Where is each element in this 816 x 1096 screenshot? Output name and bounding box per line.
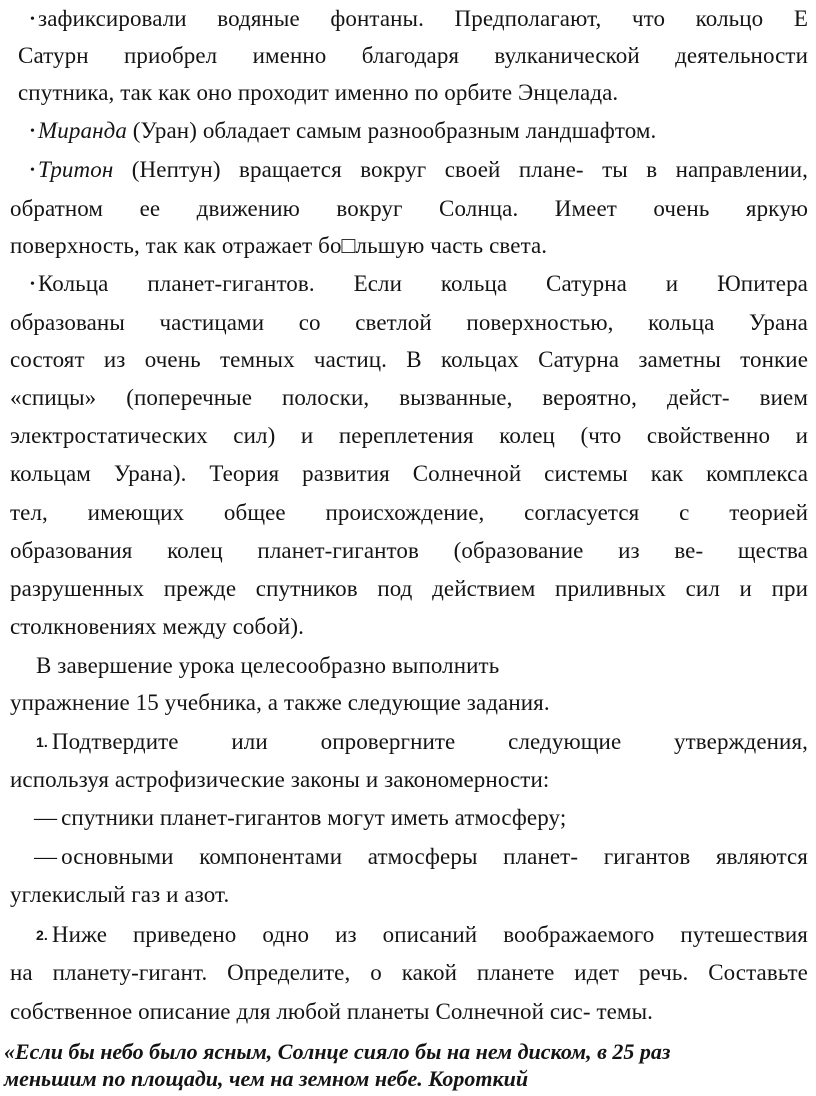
text-line: упражнение 15 учебника, а также следующие задания. (10, 690, 550, 715)
task-number: 1. (36, 734, 48, 750)
text-line: Сатурн приобрел именно благодаря вулканической деятельности (18, 43, 808, 68)
term-miranda: Миранда (38, 118, 127, 143)
quote-line: меньшим по площади, чем на земном небе. Короткий (4, 1066, 529, 1091)
text-fragment: спутники планет-гигантов могут иметь атмосферу; (61, 805, 567, 830)
bullet-icon: • (30, 277, 36, 292)
text-line (30, 116, 656, 147)
task-number: 2. (36, 927, 48, 943)
text-line: столкновениях между собой). (10, 614, 304, 639)
text-line: используя астрофизические законы и закономерности: (10, 767, 550, 792)
bullet-icon: • (30, 12, 36, 27)
dash-marker: — (34, 805, 58, 830)
text-fragment: Ниже приведено одно из описаний воображаемого путешествия (51, 922, 808, 947)
text-line: углекислый газ и азот. (10, 882, 230, 907)
text-line: на планету-гигант. Определите, о какой планете идет речь. Составьте (10, 960, 808, 985)
text-fragment: (Нептун) вращается вокруг своей плане- ты в направлении, (113, 157, 808, 182)
text-line: образования колец планет-гигантов (образование из ве- щества (10, 538, 808, 563)
text-line: В завершение урока целесообразно выполнить (36, 653, 500, 678)
text-line: образованы частицами со светлой поверхностью, кольца Урана (10, 310, 808, 335)
text-line: электростатических сил) и переплетения колец (что свойственно и (10, 423, 808, 448)
text-fragment: (Уран) обладает самым разнообразным ландшафтом. (126, 118, 657, 143)
text-line (30, 269, 808, 299)
text-line (30, 155, 808, 185)
text-fragment: Кольца планет-гигантов. Если кольца Сатурна и Юпитера (38, 271, 808, 296)
quote-line: «Если бы небо было ясным, Солнце сияло бы на нем диском, в 25 раз (4, 1039, 671, 1064)
text-line: кольцам Урана). Теория развития Солнечной системы как комплекса (10, 461, 808, 486)
bullet-icon: • (30, 124, 36, 139)
text-line: состоят из очень темных частиц. В кольцах Сатурна заметны тонкие (10, 347, 808, 372)
task-2-line (36, 920, 808, 950)
text-fragment: Подтвердите или опровергните следующие утверждения, (51, 729, 808, 754)
text-line: разрушенных прежде спутников под действием приливных сил и при (10, 576, 808, 601)
text-line (30, 4, 808, 34)
list-item (34, 803, 566, 833)
text-line: обратном ее движению вокруг Солнца. Имеет очень яркую (10, 196, 808, 221)
bullet-icon: • (30, 163, 36, 178)
text-line: собственное описание для любой планеты Солнечной сис- темы. (10, 999, 653, 1024)
task-1-line (36, 727, 808, 757)
text-line: поверхность, так как отражает бо□льшую часть света. (10, 233, 548, 258)
text-line: тел, имеющих общее происхождение, согласуется с теорией (10, 500, 808, 525)
text-fragment: основными компонентами атмосферы планет- гигантов являются (61, 844, 808, 869)
term-triton: Тритон (38, 157, 114, 182)
list-item (34, 842, 808, 872)
dash-marker: — (34, 844, 58, 869)
text-fragment: зафиксировали водяные фонтаны. Предполагают, что кольцо Е (38, 6, 808, 31)
text-line: «спицы» (поперечные полоски, вызванные, вероятно, дейст- вием (10, 385, 808, 410)
text-line: спутника, так как оно проходит именно по орбите Энцелада. (18, 80, 619, 105)
